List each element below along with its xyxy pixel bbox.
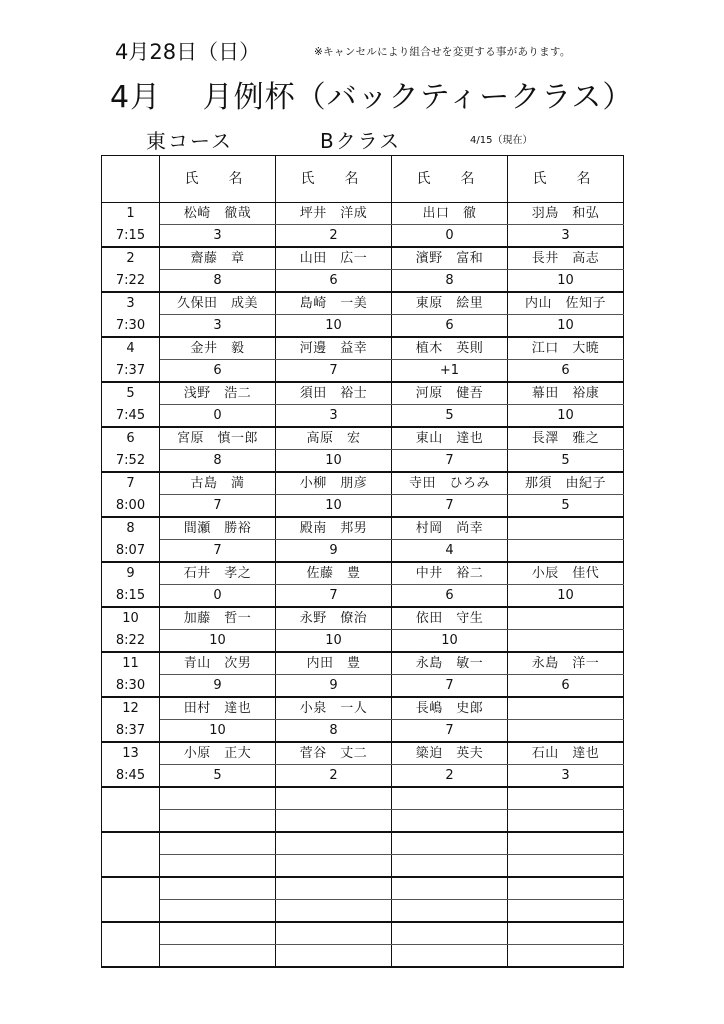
tee-time: 8:15	[102, 585, 160, 608]
group-number	[102, 922, 160, 945]
group-number: 8	[102, 517, 160, 540]
player-name	[276, 787, 392, 810]
player-handicap	[276, 810, 392, 833]
player-name: 那須 由紀子	[508, 472, 624, 495]
group-number: 12	[102, 697, 160, 720]
player-handicap	[276, 855, 392, 878]
player-name: 河邊 益幸	[276, 337, 392, 360]
player-name: 菅谷 丈二	[276, 742, 392, 765]
player-handicap	[508, 630, 624, 653]
group-name-row	[102, 742, 624, 765]
player-name: 出口 徹	[392, 203, 508, 225]
group-hcp-row	[102, 360, 624, 383]
player-handicap: 8	[276, 720, 392, 743]
player-handicap: 5	[508, 450, 624, 473]
player-handicap: 9	[160, 675, 276, 698]
player-name: 佐藤 豊	[276, 562, 392, 585]
player-handicap: 7	[276, 585, 392, 608]
player-handicap: 10	[508, 270, 624, 293]
group-number: 2	[102, 247, 160, 270]
player-handicap: 2	[276, 225, 392, 248]
group-name-row	[102, 517, 624, 540]
group-hcp-row	[102, 945, 624, 968]
player-name: 東原 絵里	[392, 292, 508, 315]
as-of-date: 4/15（現在）	[470, 135, 533, 146]
player-name	[392, 877, 508, 900]
player-name: 山田 広一	[276, 247, 392, 270]
tee-time: 7:37	[102, 360, 160, 383]
group-number: 10	[102, 607, 160, 630]
player-handicap: 3	[508, 765, 624, 788]
group-hcp-row	[102, 900, 624, 923]
player-name: 須田 裕士	[276, 382, 392, 405]
group-name-row	[102, 203, 624, 225]
player-name: 青山 次男	[160, 652, 276, 675]
player-name: 東山 達也	[392, 427, 508, 450]
player-handicap: 3	[160, 225, 276, 248]
group-number: 6	[102, 427, 160, 450]
table-header-row	[102, 156, 624, 203]
player-handicap: 5	[392, 405, 508, 428]
group-hcp-row	[102, 810, 624, 833]
player-name: 石井 孝之	[160, 562, 276, 585]
group-name-row	[102, 472, 624, 495]
player-name	[392, 832, 508, 855]
player-handicap: 7	[392, 720, 508, 743]
player-handicap: 7	[160, 540, 276, 563]
player-handicap: 10	[160, 630, 276, 653]
group-number: 5	[102, 382, 160, 405]
player-handicap: 10	[276, 495, 392, 518]
group-hcp-row	[102, 405, 624, 428]
player-handicap	[160, 945, 276, 968]
tee-time: 8:00	[102, 495, 160, 518]
player-name: 長嶋 史郎	[392, 697, 508, 720]
name-header: 氏 名	[276, 156, 392, 203]
group-name-row	[102, 607, 624, 630]
player-name: 宮原 慎一郎	[160, 427, 276, 450]
group-hcp-row	[102, 315, 624, 338]
group-name-row	[102, 562, 624, 585]
player-name	[508, 607, 624, 630]
player-name: 殿南 邦男	[276, 517, 392, 540]
player-name	[392, 787, 508, 810]
player-handicap: 6	[508, 675, 624, 698]
group-hcp-row	[102, 540, 624, 563]
player-name: 村岡 尚幸	[392, 517, 508, 540]
tee-time: 8:30	[102, 675, 160, 698]
player-name: 島崎 一美	[276, 292, 392, 315]
player-name: 小辰 佳代	[508, 562, 624, 585]
player-handicap	[392, 945, 508, 968]
player-handicap: 10	[508, 585, 624, 608]
player-name: 河原 健吾	[392, 382, 508, 405]
tee-time: 7:52	[102, 450, 160, 473]
player-name	[508, 697, 624, 720]
group-number	[102, 787, 160, 810]
player-handicap: 7	[392, 450, 508, 473]
player-handicap: 6	[276, 270, 392, 293]
player-handicap	[392, 900, 508, 923]
player-handicap	[508, 855, 624, 878]
tee-time: 7:30	[102, 315, 160, 338]
player-name: 金井 毅	[160, 337, 276, 360]
player-handicap: 4	[392, 540, 508, 563]
player-handicap	[508, 900, 624, 923]
class-label: Bクラス	[320, 129, 402, 153]
player-name: 永野 僚治	[276, 607, 392, 630]
tee-time: 7:45	[102, 405, 160, 428]
player-handicap: +1	[392, 360, 508, 383]
player-handicap: 10	[392, 630, 508, 653]
player-name	[508, 787, 624, 810]
player-handicap	[508, 945, 624, 968]
player-name: 坪井 洋成	[276, 203, 392, 225]
group-number: 4	[102, 337, 160, 360]
player-name: 間瀬 勝裕	[160, 517, 276, 540]
tee-time: 7:15	[102, 225, 160, 248]
player-handicap: 6	[160, 360, 276, 383]
player-name: 内田 豊	[276, 652, 392, 675]
tee-time: 8:45	[102, 765, 160, 788]
player-handicap: 7	[276, 360, 392, 383]
player-handicap: 0	[392, 225, 508, 248]
player-name	[508, 832, 624, 855]
player-handicap: 6	[392, 315, 508, 338]
player-handicap: 6	[392, 585, 508, 608]
event-date: 4月28日（日）	[115, 40, 261, 64]
group-name-row	[102, 427, 624, 450]
player-name: 田村 達也	[160, 697, 276, 720]
player-name: 長井 高志	[508, 247, 624, 270]
player-handicap	[160, 900, 276, 923]
group-number: 1	[102, 203, 160, 225]
player-handicap: 10	[508, 315, 624, 338]
pairing-body	[102, 203, 624, 968]
player-handicap	[508, 810, 624, 833]
player-handicap: 6	[508, 360, 624, 383]
player-name: 小原 正大	[160, 742, 276, 765]
group-hcp-row	[102, 225, 624, 248]
tee-time	[102, 855, 160, 878]
player-name: 江口 大暁	[508, 337, 624, 360]
player-handicap: 9	[276, 540, 392, 563]
group-hcp-row	[102, 765, 624, 788]
player-handicap: 10	[276, 630, 392, 653]
player-name: 寺田 ひろみ	[392, 472, 508, 495]
group-name-row	[102, 292, 624, 315]
group-name-row	[102, 247, 624, 270]
player-handicap: 10	[508, 405, 624, 428]
tee-time: 8:37	[102, 720, 160, 743]
player-handicap: 0	[160, 405, 276, 428]
player-name: 植木 英則	[392, 337, 508, 360]
player-name: 中井 裕二	[392, 562, 508, 585]
player-handicap	[160, 855, 276, 878]
player-name: 長澤 雅之	[508, 427, 624, 450]
player-name	[160, 877, 276, 900]
page-title: 4月 月例杯（バックティークラス）	[110, 80, 634, 115]
player-name	[392, 922, 508, 945]
tee-time	[102, 900, 160, 923]
player-name: 小泉 一人	[276, 697, 392, 720]
player-name	[508, 877, 624, 900]
player-handicap: 10	[276, 450, 392, 473]
player-name: 古島 満	[160, 472, 276, 495]
player-name: 内山 佐知子	[508, 292, 624, 315]
player-handicap: 3	[508, 225, 624, 248]
player-name: 久保田 成美	[160, 292, 276, 315]
group-number: 7	[102, 472, 160, 495]
player-name: 加藤 哲一	[160, 607, 276, 630]
player-name	[508, 517, 624, 540]
group-number: 11	[102, 652, 160, 675]
group-hcp-row	[102, 675, 624, 698]
player-handicap: 10	[160, 720, 276, 743]
group-name-row	[102, 337, 624, 360]
group-hcp-row	[102, 855, 624, 878]
tee-time	[102, 945, 160, 968]
group-header-cell	[102, 156, 160, 203]
group-hcp-row	[102, 720, 624, 743]
cancellation-note: ※キャンセルにより組合せを変更する事があります。	[314, 46, 571, 58]
player-handicap: 0	[160, 585, 276, 608]
player-name: 松崎 徹哉	[160, 203, 276, 225]
group-name-row	[102, 652, 624, 675]
group-number	[102, 832, 160, 855]
player-name	[160, 922, 276, 945]
player-name: 依田 守生	[392, 607, 508, 630]
player-handicap	[276, 900, 392, 923]
tee-time: 8:07	[102, 540, 160, 563]
group-name-row	[102, 787, 624, 810]
player-handicap	[508, 720, 624, 743]
tee-time: 7:22	[102, 270, 160, 293]
tee-time	[102, 810, 160, 833]
player-name: 小柳 朋彦	[276, 472, 392, 495]
player-handicap: 7	[392, 495, 508, 518]
player-handicap: 5	[160, 765, 276, 788]
player-name	[160, 787, 276, 810]
player-handicap: 2	[392, 765, 508, 788]
group-number: 13	[102, 742, 160, 765]
player-name: 齋藤 章	[160, 247, 276, 270]
player-handicap	[160, 810, 276, 833]
player-name	[276, 922, 392, 945]
player-name: 高原 宏	[276, 427, 392, 450]
player-name: 永島 敏一	[392, 652, 508, 675]
player-handicap: 9	[276, 675, 392, 698]
player-name: 石山 達也	[508, 742, 624, 765]
group-hcp-row	[102, 585, 624, 608]
tee-time: 8:22	[102, 630, 160, 653]
player-handicap: 5	[508, 495, 624, 518]
player-name: 羽鳥 和弘	[508, 203, 624, 225]
player-handicap: 8	[160, 270, 276, 293]
group-number: 9	[102, 562, 160, 585]
group-name-row	[102, 877, 624, 900]
group-hcp-row	[102, 270, 624, 293]
player-handicap: 7	[160, 495, 276, 518]
group-number: 3	[102, 292, 160, 315]
player-handicap: 8	[160, 450, 276, 473]
player-handicap: 2	[276, 765, 392, 788]
course-label: 東コース	[146, 129, 233, 153]
group-hcp-row	[102, 495, 624, 518]
player-name: 幕田 裕康	[508, 382, 624, 405]
player-name	[508, 922, 624, 945]
player-handicap: 3	[276, 405, 392, 428]
pairing-table	[101, 155, 624, 968]
name-header: 氏 名	[508, 156, 624, 203]
player-name: 浅野 浩二	[160, 382, 276, 405]
player-handicap: 8	[392, 270, 508, 293]
player-handicap	[276, 945, 392, 968]
player-name	[160, 832, 276, 855]
player-name: 永島 洋一	[508, 652, 624, 675]
group-name-row	[102, 832, 624, 855]
player-name	[276, 832, 392, 855]
player-name: 簗迫 英夫	[392, 742, 508, 765]
group-name-row	[102, 382, 624, 405]
group-hcp-row	[102, 450, 624, 473]
player-handicap	[508, 540, 624, 563]
player-handicap	[392, 855, 508, 878]
name-header: 氏 名	[160, 156, 276, 203]
group-hcp-row	[102, 630, 624, 653]
player-name	[276, 877, 392, 900]
group-name-row	[102, 697, 624, 720]
name-header: 氏 名	[392, 156, 508, 203]
player-handicap: 10	[276, 315, 392, 338]
group-number	[102, 877, 160, 900]
player-name: 濱野 富和	[392, 247, 508, 270]
group-name-row	[102, 922, 624, 945]
player-handicap	[392, 810, 508, 833]
player-handicap: 7	[392, 675, 508, 698]
player-handicap: 3	[160, 315, 276, 338]
